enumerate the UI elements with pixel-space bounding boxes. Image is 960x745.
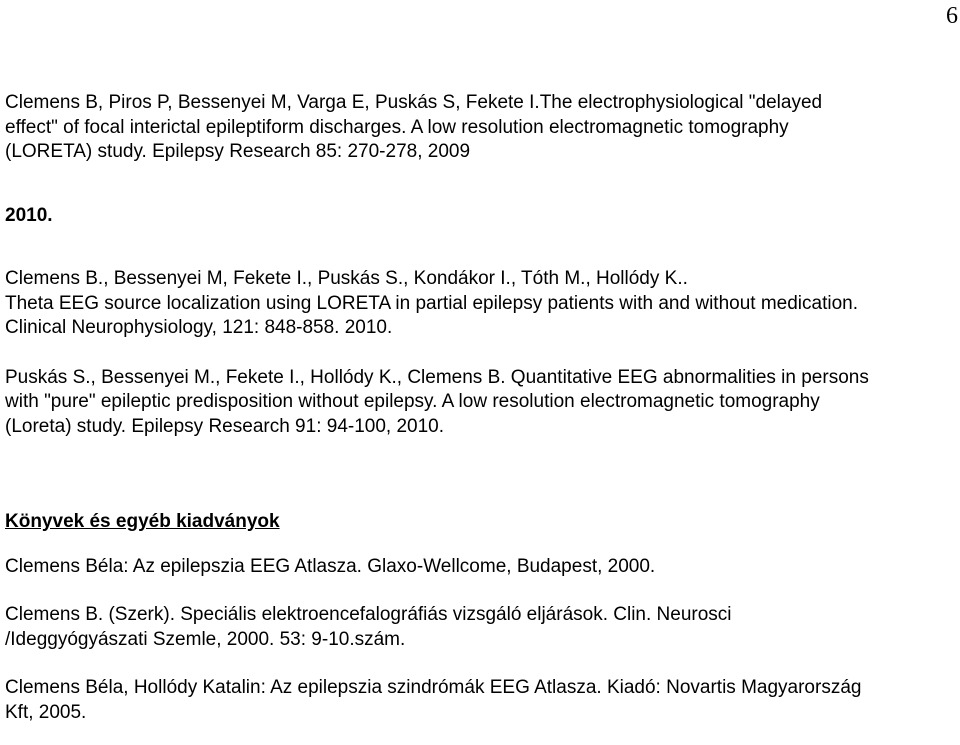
book-line: Kft, 2005.: [5, 701, 87, 723]
document-body: [5, 91, 955, 725]
books-section-heading: Könyvek és egyéb kiadványok: [5, 511, 280, 532]
reference-line: (LORETA) study. Epilepsy Research 85: 270-278, 2009: [5, 141, 471, 162]
reference-line: effect" of focal interictal epileptiform discharges. A low resolution electromagnetic tomography: [5, 116, 789, 138]
book-line: Clemens Béla: Az epilepszia EEG Atlasza. Glaxo-Wellcome, Budapest, 2000.: [5, 555, 656, 577]
book-item-eeg-atlasz: [5, 555, 955, 580]
year-heading-2010: 2010.: [5, 204, 53, 226]
book-item-specialis-eljarasok: [5, 603, 955, 652]
book-line: /Ideggyógyászati Szemle, 2000. 53: 9-10.szám.: [5, 628, 406, 650]
reference-line: Puskás S., Bessenyei M., Fekete I., Hollódy K., Clemens B. Quantitative EEG abnormalities in persons: [5, 366, 869, 388]
reference-2010-clemens-theta: [5, 267, 955, 341]
book-line: Clemens B. (Szerk). Speciális elektroencefalográfiás vizsgáló eljárások. Clin. Neurosci: [5, 604, 732, 625]
reference-line: Clemens B., Bessenyei M, Fekete I., Puskás S., Kondákor I., Tóth M., Hollódy K..: [5, 268, 688, 289]
reference-line: Clinical Neurophysiology, 121: 848-858. 2010.: [5, 317, 393, 338]
page-number: 6: [946, 3, 958, 29]
book-item-szindromak-atlasz: [5, 676, 955, 725]
reference-line: with "pure" epileptic predisposition without epilepsy. A low resolution electromagnetic tomography: [5, 391, 820, 412]
reference-2009-clemens-piros: [5, 91, 955, 165]
reference-line: Clemens B, Piros P, Bessenyei M, Varga E, Puskás S, Fekete I.The electrophysiological "delayed: [5, 92, 823, 113]
reference-line: (Loreta) study. Epilepsy Research 91: 94-100, 2010.: [5, 415, 445, 437]
book-line: Clemens Béla, Hollódy Katalin: Az epilepszia szindrómák EEG Atlasza. Kiadó: Novartis Magyarország: [5, 677, 862, 698]
reference-line: Theta EEG source localization using LORETA in partial epilepsy patients with and without medication.: [5, 292, 858, 314]
reference-2010-puskas-qeeg: [5, 366, 955, 440]
